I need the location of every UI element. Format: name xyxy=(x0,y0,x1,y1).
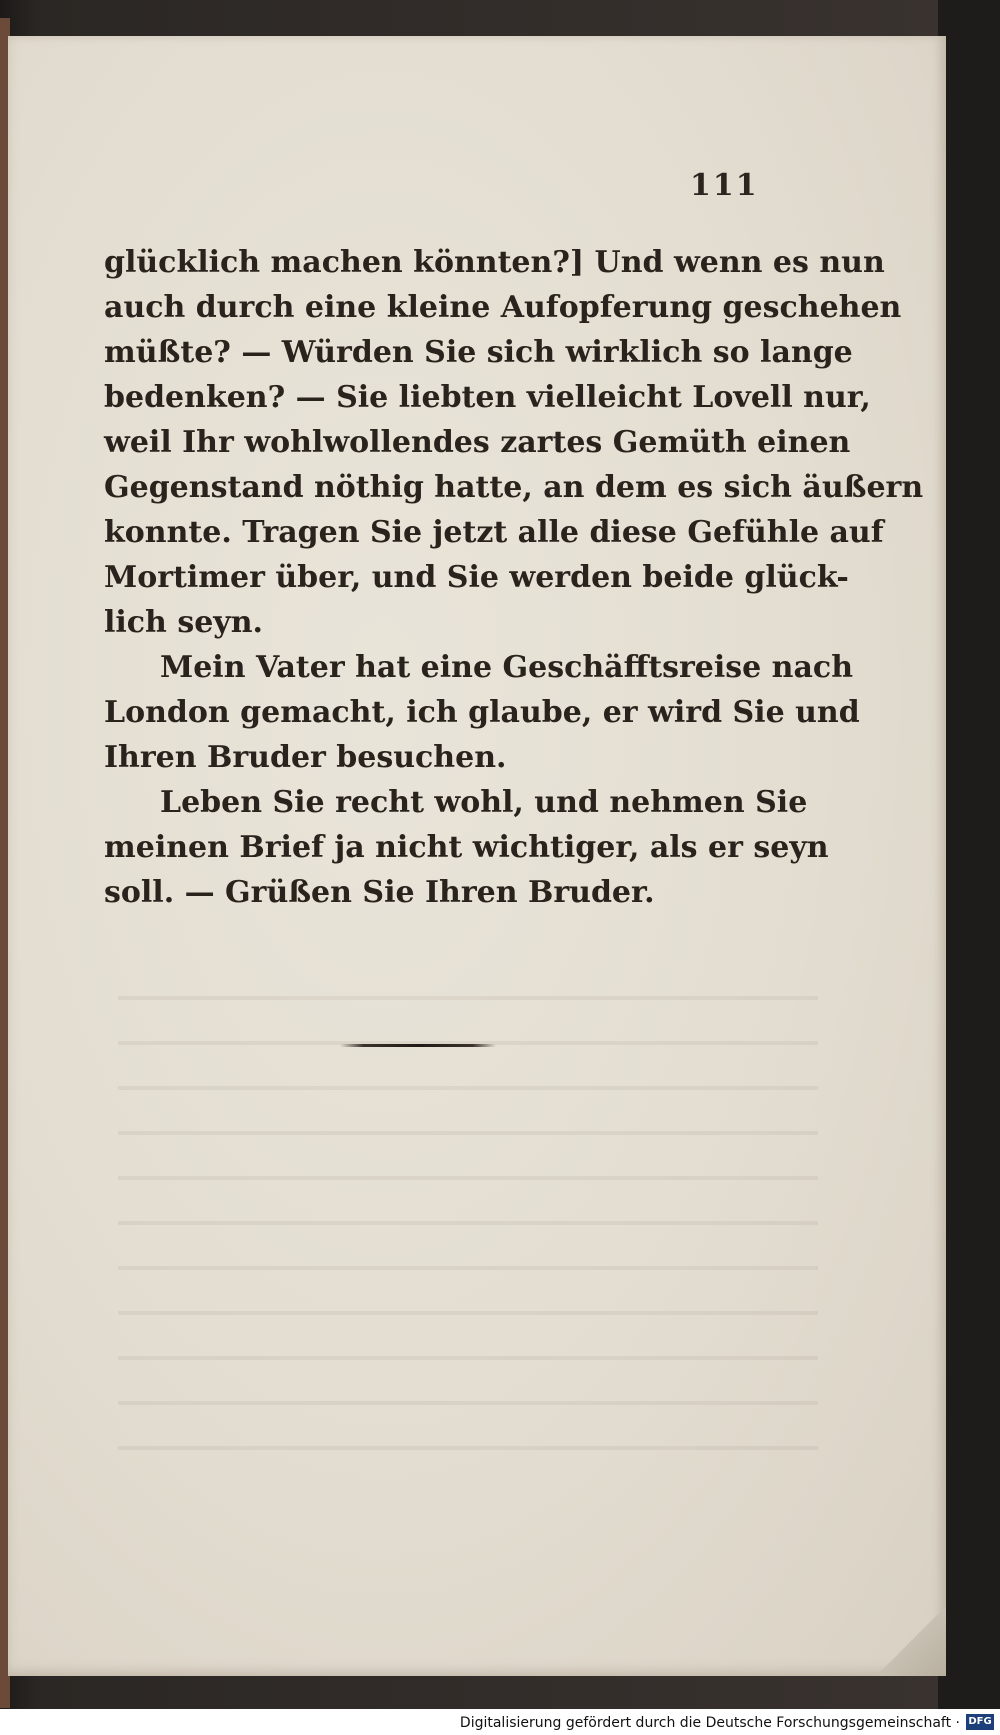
text-line-11: London gemacht, ich glaube, er wird Sie und xyxy=(104,695,860,730)
text-line-12: Ihren Bruder besuchen. xyxy=(104,740,507,775)
text-line-10: Mein Vater hat eine Geschäfftsreise nach xyxy=(160,650,854,685)
text-line-5: weil Ihr wohlwollendes zartes Gemüth einen xyxy=(104,425,851,460)
text-line-2: auch durch eine kleine Aufopferung geschehen xyxy=(104,290,902,325)
section-end-rule xyxy=(340,1044,496,1047)
text-line-13: Leben Sie recht wohl, und nehmen Sie xyxy=(160,785,808,820)
footer-credit: Digitalisierung gefördert durch die Deutsche Forschungsgemeinschaft · xyxy=(459,1715,960,1731)
show-through-text xyxy=(118,966,818,1466)
text-line-4: bedenken? — Sie liebten vielleicht Lovell nur, xyxy=(104,380,871,415)
body-text xyxy=(104,240,924,915)
footer-bar xyxy=(0,1709,1000,1735)
dfg-logo: DFG xyxy=(966,1714,994,1730)
text-line-1: glücklich machen könnten?] Und wenn es nun xyxy=(104,245,885,280)
text-line-7: konnte. Tragen Sie jetzt alle diese Gefühle auf xyxy=(104,515,884,550)
right-margin-shadow xyxy=(938,0,1000,1735)
text-line-14: meinen Brief ja nicht wichtiger, als er seyn xyxy=(104,830,829,865)
text-line-8: Mortimer über, und Sie werden beide glück- xyxy=(104,560,849,595)
page-number: 111 xyxy=(690,168,759,203)
page-corner-curl xyxy=(876,1606,946,1676)
text-line-15: soll. — Grüßen Sie Ihren Bruder. xyxy=(104,875,655,910)
text-line-9: lich seyn. xyxy=(104,605,263,640)
text-line-3: müßte? — Würden Sie sich wirklich so lange xyxy=(104,335,853,370)
text-line-6: Gegenstand nöthig hatte, an dem es sich äußern xyxy=(104,470,924,505)
